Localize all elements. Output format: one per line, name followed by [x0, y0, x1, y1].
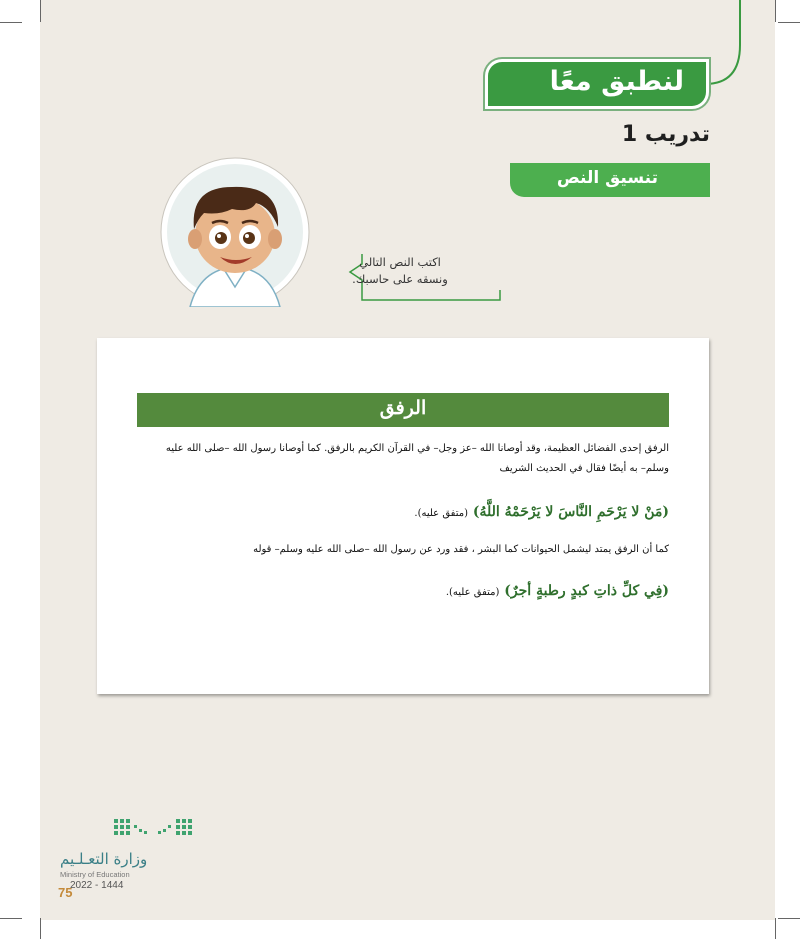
- ministry-logo-icon: [108, 815, 200, 845]
- ministry-name-english: Ministry of Education: [60, 870, 130, 879]
- exercise-subtitle-bar: [510, 163, 710, 197]
- hadith-1-line: [137, 504, 669, 520]
- document-heading-bar: [137, 393, 669, 427]
- speech-line-1: اكتب النص التالي: [359, 255, 441, 269]
- hadith-2-note: (متفق عليه).: [445, 587, 500, 598]
- crop-mark: [778, 918, 800, 919]
- crop-mark: [775, 918, 776, 939]
- edition-year: 2022 - 1444: [70, 880, 124, 891]
- document-sample-card: [97, 338, 709, 694]
- exercise-subtitle: تنسيق النص: [556, 168, 658, 188]
- speech-bubble-text: [350, 254, 450, 288]
- hadith-1: (مَنْ لا يَرْحَمِ النَّاسَ لا يَرْحَمْهُ اللَّهُ): [472, 504, 669, 520]
- crop-mark: [40, 918, 41, 939]
- paragraph-2: كما أن الرفق يمتد ليشمل الحيوانات كما البشر ، فقد ورد عن رسول الله –صلى الله عليه وسلم– قوله: [253, 544, 669, 555]
- crop-mark: [0, 22, 22, 23]
- speech-line-2: ونسقه على حاسبك.: [352, 272, 448, 286]
- crop-mark: [778, 22, 800, 23]
- crop-mark: [0, 918, 22, 919]
- page-number: 75: [58, 885, 73, 900]
- crop-mark: [775, 0, 776, 22]
- hadith-1-note: (متفق عليه).: [414, 508, 468, 519]
- document-heading: الرفق: [379, 397, 427, 419]
- exercise-title: تدريب 1: [621, 122, 710, 147]
- crop-mark: [40, 0, 41, 22]
- section-title-badge: [488, 62, 706, 106]
- boy-avatar-illustration: [160, 157, 310, 307]
- hadith-2: (فِي كلِّ ذاتِ كبدٍ رطبةٍ أجرٌ): [504, 583, 669, 599]
- hadith-2-line: [137, 583, 669, 599]
- section-title: لنطبق معًا: [549, 66, 684, 97]
- ministry-name-arabic: وزارة التعـلـيم: [60, 850, 148, 868]
- paragraph-1: الرفق إحدى الفضائل العظيمة، وقد أوصانا الله –عز وجل– في القرآن الكريم بالرفق. كما أوصانا رسول الله –صلى الله عليه وسلم– به أيضًا فقال في الحديث الشريف: [165, 443, 669, 474]
